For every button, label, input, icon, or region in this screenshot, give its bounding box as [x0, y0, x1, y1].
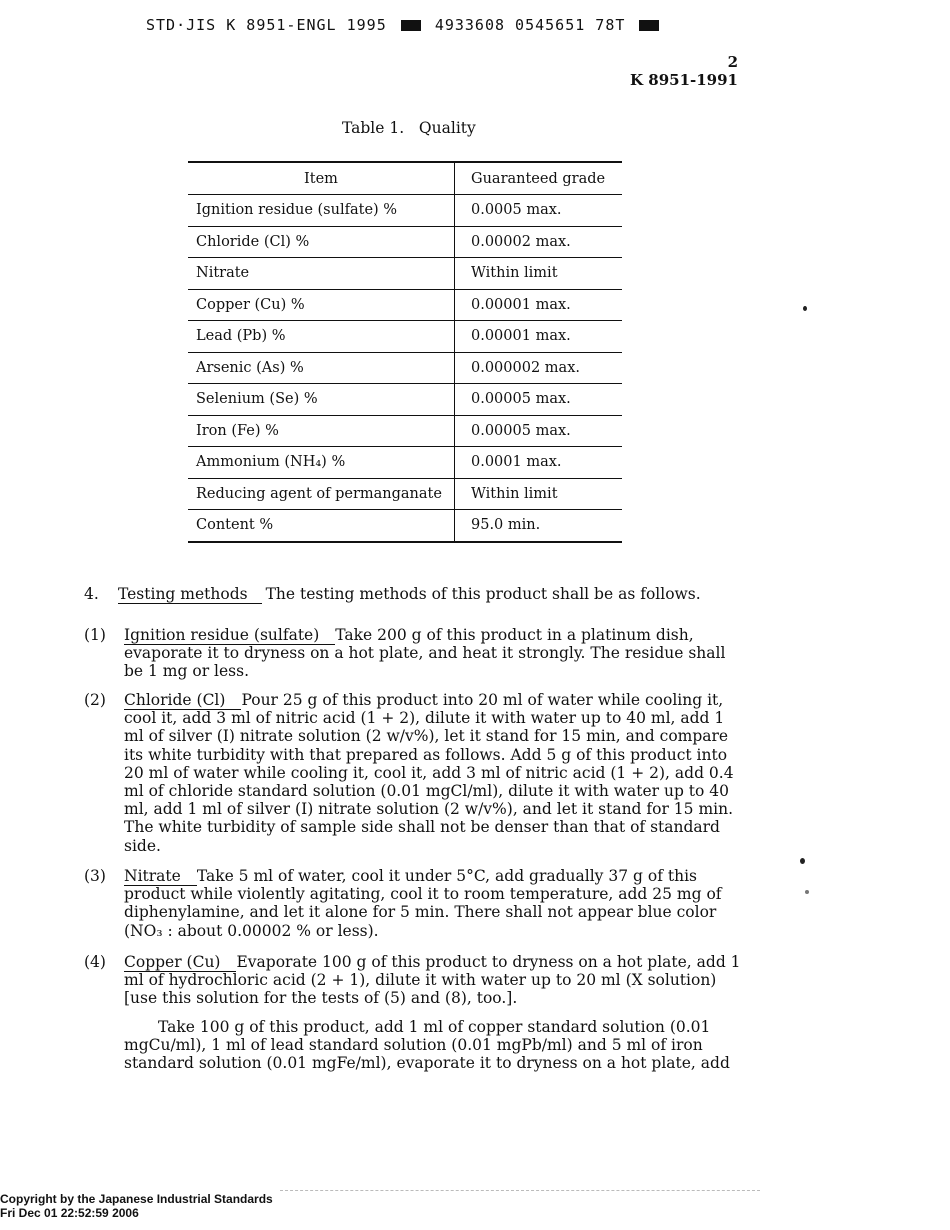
method-paragraph — [84, 691, 744, 855]
section-title: Testing methods — [118, 585, 262, 604]
column-header-grade: Guaranteed grade — [455, 162, 623, 195]
cell-grade: 0.00001 max. — [455, 289, 623, 321]
quality-table — [188, 161, 622, 543]
method-number: (4) — [84, 953, 106, 971]
cell-item: Chloride (Cl) % — [188, 226, 455, 258]
table-row — [188, 415, 622, 447]
table-row — [188, 352, 622, 384]
scan-speck — [803, 306, 807, 311]
cell-grade: 95.0 min. — [455, 510, 623, 542]
column-header-item: Item — [188, 162, 455, 195]
table-row — [188, 258, 622, 290]
continuation-paragraph: Take 100 g of this product, add 1 ml of copper standard solution (0.01 mgCu/ml), 1 ml of lead standard solution (0.01 mgPb/ml) and 5 ml of iron standard solution (0.01 mgFe/ml), evaporate it to dryness on a hot plate, add — [124, 1018, 730, 1073]
method-heading: Chloride (Cl) — [124, 691, 241, 710]
method-text: Pour 25 g of this product into 20 ml of water while cooling it, cool it, add 3 ml of nitric acid (1 + 2), dilute it with water up to 40 ml, add 1 ml of silver (I) nitrate solution (2 w/v%), let it stand for 15 min, and compare its white turbidity with that prepared as follows. Add 5 g of this product into 20 ml of water while cooling it, cool it, add 3 ml of nitric acid (1 + 2), add 0.4 ml of chloride standard solution (0.01 mgCl/ml), dilute it with water up to 40 ml, add 1 ml of silver (I) nitrate solution (2 w/v%), and let it stand for 15 min. The white turbidity of sample side shall not be denser than that of standard side. — [124, 691, 734, 855]
table-row — [188, 510, 622, 542]
cell-grade: Within limit — [455, 478, 623, 510]
header-code-left: STD·JIS K 8951-ENGL 1995 — [146, 16, 387, 34]
table-title: Table 1. Quality — [342, 119, 476, 137]
cell-grade: 0.00005 max. — [455, 384, 623, 416]
cell-grade: 0.0001 max. — [455, 447, 623, 479]
header-code-right: 4933608 0545651 78T — [434, 16, 626, 34]
cell-item: Iron (Fe) % — [188, 415, 455, 447]
method-paragraph — [84, 626, 744, 681]
cell-grade: 0.000002 max. — [455, 352, 623, 384]
redaction-block — [401, 20, 421, 31]
cell-item: Reducing agent of permanganate — [188, 478, 455, 510]
document-header — [146, 16, 663, 34]
scan-divider — [280, 1190, 760, 1191]
cell-item: Arsenic (As) % — [188, 352, 455, 384]
method-heading: Ignition residue (sulfate) — [124, 626, 335, 645]
cell-item: Nitrate — [188, 258, 455, 290]
section-intro: The testing methods of this product shall be as follows. — [265, 585, 701, 603]
cell-grade: 0.0005 max. — [455, 195, 623, 227]
section-heading — [84, 585, 701, 603]
method-number: (1) — [84, 626, 106, 644]
cell-item: Ignition residue (sulfate) % — [188, 195, 455, 227]
table-row — [188, 321, 622, 353]
scan-speck — [800, 858, 805, 864]
table-header-row — [188, 162, 622, 195]
redaction-block — [639, 20, 659, 31]
method-number: (3) — [84, 867, 106, 885]
table-row — [188, 478, 622, 510]
footer-copyright: Copyright by the Japanese Industrial Standards — [0, 1192, 273, 1206]
method-text: Evaporate 100 g of this product to dryness on a hot plate, add 1 ml of hydrochloric acid (2 + 1), dilute it with water up to 20 ml (X solution) [use this solution for the tests of (5) and (8), too.]. — [124, 953, 741, 1008]
footer-timestamp: Fri Dec 01 22:52:59 2006 — [0, 1206, 139, 1220]
method-heading: Nitrate — [124, 867, 197, 886]
method-text: Take 5 ml of water, cool it under 5°C, add gradually 37 g of this product while violently agitating, cool it to room temperature, add 25 mg of diphenylamine, and let it alone for 5 min. There shall not appear blue color (NO₃ : about 0.00002 % or less). — [124, 867, 722, 940]
section-number: 4. — [84, 585, 99, 603]
cell-item: Content % — [188, 510, 455, 542]
cell-item: Copper (Cu) % — [188, 289, 455, 321]
table-row — [188, 447, 622, 479]
table-row — [188, 226, 622, 258]
footer — [0, 1192, 273, 1220]
page-number: 2 — [727, 53, 738, 71]
method-heading: Copper (Cu) — [124, 953, 236, 972]
cell-grade: Within limit — [455, 258, 623, 290]
cell-item: Selenium (Se) % — [188, 384, 455, 416]
standard-code: K 8951-1991 — [630, 71, 738, 89]
method-paragraph — [84, 953, 744, 1008]
cell-grade: 0.00002 max. — [455, 226, 623, 258]
cell-item: Ammonium (NH₄) % — [188, 447, 455, 479]
method-paragraph — [84, 867, 744, 940]
scan-speck — [805, 890, 809, 894]
method-number: (2) — [84, 691, 106, 709]
cell-item: Lead (Pb) % — [188, 321, 455, 353]
table-row — [188, 289, 622, 321]
cell-grade: 0.00001 max. — [455, 321, 623, 353]
table-row — [188, 384, 622, 416]
table-row — [188, 195, 622, 227]
cell-grade: 0.00005 max. — [455, 415, 623, 447]
method-text: Take 200 g of this product in a platinum dish, evaporate it to dryness on a hot plate, and heat it strongly. The residue shall be 1 mg or less. — [124, 626, 726, 681]
